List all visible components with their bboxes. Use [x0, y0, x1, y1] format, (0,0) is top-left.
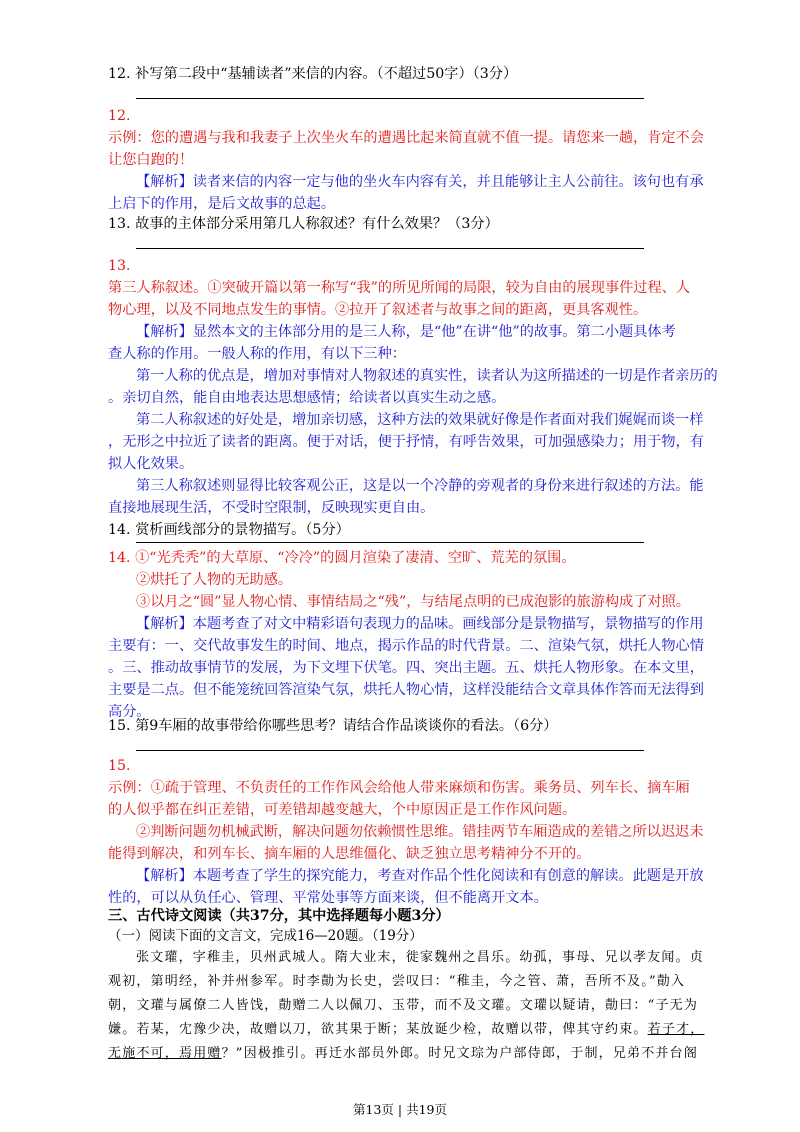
q12-question: 12. 补写第二段中“基辅读者”来信的内容。（不超过50字）（3分）	[108, 66, 518, 82]
section-subheading: （一）阅读下面的文言文，完成16—20题。（19分）	[108, 928, 423, 944]
q15-explanation-line-2: 性的，可以从负任心、管理、平常处事等方面来谈，但不能离开文本。	[108, 890, 548, 906]
q12-answer-line-1: 示例：您的遭遇与我和我妻子上次坐火车的遭遇比起来简直就不值一提。请您来一趟，肯定不会	[108, 130, 704, 146]
q14-answer-line-3: ③以月之“圆”显人物心情、事情结局之“残”，与结尾点明的已成泡影的旅游构成了对照。	[136, 594, 690, 610]
q13-first-person-line-2: 。亲切自然，能自由地表达思想感情；给读者以真实生动之感。	[108, 390, 506, 406]
q13-first-person-line-1: 第一人称的优点是，增加对事情对人物叙述的真实性，读者认为这所描述的一切是作者亲历的	[136, 368, 718, 384]
q14-explanation-line-5: 高分。	[108, 704, 151, 720]
underlined-phrase: 无施不可，焉用赠	[108, 1046, 222, 1061]
q15-answer-line-2: 的人似乎都在纠正差错，可差错却越变越大，个中原因正是工作作风问题。	[108, 802, 577, 818]
q14-question: 14. 赏析画线部分的景物描写。（5分）	[108, 522, 350, 538]
q13-third-person-line-2: 直接地展现生活，不受时空限制，反映现实更自由。	[108, 500, 435, 516]
q13-second-person-line-3: 拟人化效果。	[108, 456, 194, 472]
explanation-tag: 【解析】	[136, 616, 193, 632]
q12-explanation-line-1: 【解析】读者来信的内容一定与他的坐火车内容有关，并且能够让主人公前往。该句也有承	[136, 174, 704, 190]
q12-answer-line-2: 让您白跑的！	[108, 152, 194, 168]
q12-answer-line[interactable]	[136, 98, 644, 99]
q12-answer-number: 12.	[108, 108, 131, 124]
q13-second-person-line-1: 第二人称叙述的好处是，增加亲切感，这种方法的效果就好像是作者面对我们娓娓而谈一样	[136, 412, 704, 428]
q13-explanation-line-2: 查人称的作用。一般人称的作用，有以下三种：	[108, 346, 406, 362]
explanation-tag: 【解析】	[136, 868, 193, 884]
q15-explanation-line-1: 【解析】本题考查了学生的探究能力，考查对作品个性化阅读和有创意的解读。此题是开放	[136, 868, 704, 884]
q13-third-person-line-1: 第三人称叙述则显得比较客观公正，这是以一个冷静的旁观者的身份来进行叙述的方法。能	[136, 478, 704, 494]
classical-text-line-2: 观初，第明经，补并州参军。时李勣为长史，尝叹曰：“稚圭，今之管、萧，吾所不及。”勣入	[108, 974, 686, 989]
q12-explanation-line-2: 上启下的作用，是后文故事的总起。	[108, 196, 336, 212]
q14-explanation-line-1: 【解析】本题考查了对文中精彩语句表现力的品味。画线部分是景物描写，景物描写的作用	[136, 616, 704, 632]
q15-answer-line-4: 能得到解决，和列车长、摘车厢的人思维僵化、缺乏独立思考精神分不开的。	[108, 846, 591, 862]
q13-second-person-line-2: ，无形之中拉近了读者的距离。便于对话，便于抒情，有呼告效果，可加强感染力；用于物，有	[108, 434, 704, 450]
classical-text-line-1: 张文瓘，字稚圭，贝州武城人。隋大业末，徙家魏州之昌乐。幼孤，事母、兄以孝友闻。贞	[136, 950, 705, 965]
q13-answer-line-1: 第三人称叙述。①突破开篇以第一称写“我”的所见所闻的局限，较为自由的展现事件过程、人	[108, 280, 691, 296]
q15-answer-line[interactable]	[136, 750, 644, 751]
q13-question: 13. 故事的主体部分采用第几人称叙述？有什么效果？（3分）	[108, 216, 499, 232]
q15-question: 15. 第9车厢的故事带给你哪些思考？请结合作品谈谈你的看法。（6分）	[108, 718, 558, 734]
classical-text-line-3: 朝，文瓘与属僚二人皆饯，勣赠二人以佩刀、玉带，而不及文瓘。文瓘以疑请，勣曰：“子无为	[108, 998, 699, 1013]
classical-text-line-5: 无施不可，焉用赠？”因极推引。再迁水部员外郎。时兄文琮为户部侍郎，于制，兄弟不并台阁	[108, 1046, 699, 1061]
explanation-tag: 【解析】	[136, 324, 193, 340]
q14-answer-line[interactable]	[136, 542, 644, 543]
q13-answer-line[interactable]	[136, 248, 644, 249]
q14-answer-line-1: 14. ①“光秃秃”的大草原、“冷冷”的圆月渲染了凄清、空旷、荒芜的氛围。	[108, 550, 576, 566]
q14-explanation-line-3: 。三、推动故事情节的发展，为下文埋下伏笔。四、突出主题。五、烘托人物形象。在本文里，	[108, 660, 704, 676]
page-footer: 第13页 | 共19页	[353, 1102, 447, 1117]
q13-explanation-line-1: 【解析】显然本文的主体部分用的是三人称，是“他”在讲“他”的故事。第二小题具体考	[136, 324, 676, 340]
underlined-phrase: 若子才，	[647, 1022, 705, 1037]
q14-explanation-line-2: 主要有：一、交代故事发生的时间、地点，揭示作品的时代背景。二、渲染气氛，烘托人物心情	[108, 638, 704, 654]
q13-answer-number: 13.	[108, 258, 131, 274]
classical-text-line-4: 嫌。若某，冘豫少决，故赠以刀，欲其果于断；某放诞少检，故赠以带，俾其守约束。若子才，	[108, 1022, 705, 1037]
q13-answer-line-2: 物心理，以及不同地点发生的事情。②拉开了叙述者与故事之间的距离，更具客观性。	[108, 302, 648, 318]
q15-answer-number: 15.	[108, 758, 131, 774]
q14-explanation-line-4: 主要是二点。但不能笼统回答渲染气氛，烘托人物心情，这样没能结合文章具体作答而无法得到	[108, 682, 704, 698]
section-heading: 三、古代诗文阅读（共37分，其中选择题每小题3分）	[108, 908, 450, 924]
q15-answer-line-3: ②判断问题勿机械武断，解决问题勿依赖惯性思维。错挂两节车厢造成的差错之所以迟迟未	[136, 824, 704, 840]
explanation-tag: 【解析】	[136, 174, 193, 190]
q15-answer-line-1: 示例：①疏于管理、不负责任的工作作风会给他人带来麻烦和伤害。乘务员、列车长、摘车厢	[108, 780, 690, 796]
q14-answer-line-2: ②烘托了人物的无助感。	[136, 572, 293, 588]
